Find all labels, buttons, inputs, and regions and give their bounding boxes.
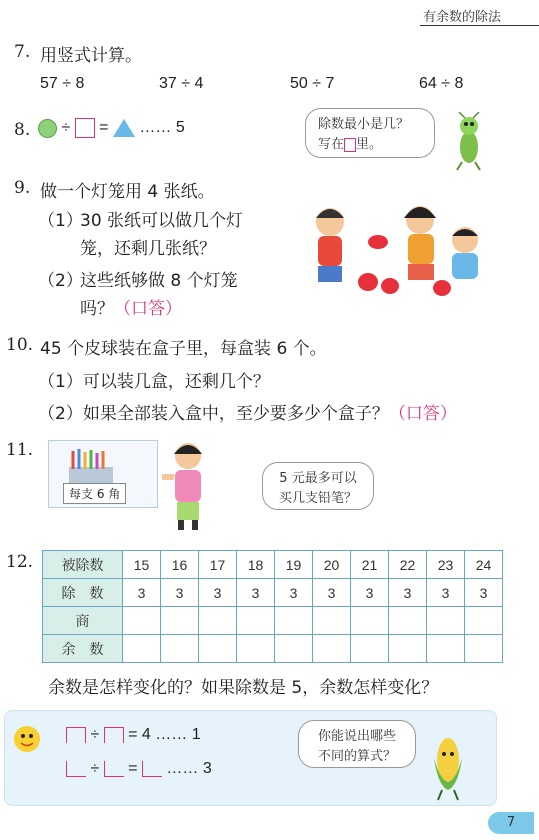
remainder-input-cell[interactable] (123, 635, 161, 663)
header-divider (420, 25, 539, 26)
quotient-input-cell[interactable] (123, 607, 161, 635)
blank-box[interactable] (142, 761, 162, 777)
quotient-input-cell[interactable] (427, 607, 465, 635)
price-tag: 每支 6 角 (63, 483, 126, 504)
remainder-input-cell[interactable] (199, 635, 237, 663)
table-cell: 24 (465, 551, 503, 579)
table-cell: 22 (389, 551, 427, 579)
dividend-header: 被除数 (43, 551, 123, 579)
blank-box[interactable] (104, 761, 124, 777)
q11-bubble-line2: 买几支铅笔？ (278, 491, 357, 506)
page-number: 7 (488, 812, 534, 834)
triangle-shape-icon (113, 119, 135, 137)
q9-sub2-line2: 吗？ (80, 299, 114, 319)
small-square-icon (344, 138, 356, 152)
q8-equation (38, 118, 185, 138)
panel-bubble-line1: 你能说出哪些 (317, 729, 396, 744)
q11-number: 11. (6, 440, 34, 460)
table-cell: 15 (123, 551, 161, 579)
quotient-input-cell[interactable] (313, 607, 351, 635)
q9-statement: 做一个灯笼用 4 张纸。 (40, 182, 215, 202)
circle-shape-icon (38, 119, 57, 138)
quotient-input-cell[interactable] (199, 607, 237, 635)
q7-item-3: 50 ÷ 7 (290, 75, 335, 92)
table-cell: 3 (427, 579, 465, 607)
panel-eq2-eq: = (128, 760, 138, 777)
q7-item-4: 64 ÷ 8 (419, 75, 464, 92)
table-cell: 21 (351, 551, 389, 579)
sun-character-icon (10, 722, 44, 760)
q10-sub1: （1）可以装几盒，还剩几个？ (38, 372, 270, 392)
remainder-input-cell[interactable] (161, 635, 199, 663)
q12-number: 12. (6, 552, 34, 572)
table-cell: 3 (161, 579, 199, 607)
quotient-header: 商 (43, 607, 123, 635)
corn-character-icon (428, 730, 468, 806)
q9-sub1-label: （1） (38, 211, 83, 231)
table-cell: 3 (199, 579, 237, 607)
children-making-lanterns-illustration (300, 192, 500, 306)
panel-bubble-line2: 不同的算式？ (317, 749, 396, 764)
panel-eq2-remainder: …… 3 (166, 760, 212, 777)
q8-div-sign: ÷ (61, 119, 71, 137)
q8-number: 8. (14, 120, 31, 140)
remainder-input-cell[interactable] (275, 635, 313, 663)
q9-sub1-line1: 30 张纸可以做几个灯 (80, 211, 244, 231)
table-cell: 3 (237, 579, 275, 607)
blank-box[interactable] (66, 761, 86, 777)
remainder-input-cell[interactable] (237, 635, 275, 663)
panel-eq1-result: = 4 …… 1 (128, 726, 201, 743)
q7-item-1: 57 ÷ 8 (40, 75, 85, 92)
q11-question-bubble (262, 462, 374, 510)
page-header-title: 有余数的除法 (422, 10, 501, 25)
q11-bubble-line1: 5 元最多可以 (279, 471, 357, 486)
table-cell: 20 (313, 551, 351, 579)
table-cell: 3 (465, 579, 503, 607)
remainder-input-cell[interactable] (465, 635, 503, 663)
q9-sub2-label: （2） (38, 271, 83, 291)
quotient-input-cell[interactable] (161, 607, 199, 635)
q10-oral-tag: （口答） (388, 404, 457, 424)
q7-instruction: 用竖式计算。 (40, 46, 142, 66)
panel-hint-bubble (298, 720, 416, 768)
q8-bubble-line2a: 写在 (318, 137, 345, 152)
table-row-dividend (43, 551, 503, 579)
table-cell: 17 (199, 551, 237, 579)
remainder-header: 余 数 (43, 635, 123, 663)
q12-question: 余数是怎样变化的？如果除数是 5，余数怎样变化？ (48, 678, 439, 698)
q9-sub1-line2: 笼，还剩几张纸？ (80, 239, 216, 259)
q7-number: 7. (14, 42, 31, 62)
quotient-input-cell[interactable] (389, 607, 427, 635)
q9-sub2-line1: 这些纸够做 8 个灯笼 (80, 271, 238, 291)
q8-hint-bubble (305, 108, 435, 158)
panel-equation-2 (66, 760, 212, 778)
panel-equation-1 (66, 726, 201, 744)
girl-character-icon (160, 440, 216, 536)
pencil-box-illustration (48, 440, 158, 508)
panel-eq2-div: ÷ (90, 760, 100, 777)
remainder-input-cell[interactable] (351, 635, 389, 663)
table-cell: 16 (161, 551, 199, 579)
q10-sub2: （2）如果全部装入盒中，至少要多少个盒子？ (38, 404, 389, 424)
q8-eq-sign: = (99, 119, 109, 137)
table-row-remainder (43, 635, 503, 663)
remainder-input-cell[interactable] (389, 635, 427, 663)
q8-remainder: …… 5 (139, 119, 185, 137)
table-cell: 3 (313, 579, 351, 607)
challenge-panel (4, 710, 497, 806)
q9-oral-tag: （口答） (114, 299, 182, 319)
blank-box[interactable] (104, 727, 124, 743)
panel-eq1-div: ÷ (90, 726, 100, 743)
table-cell: 3 (123, 579, 161, 607)
table-row-divisor (43, 579, 503, 607)
q7-item-2: 37 ÷ 4 (159, 75, 204, 92)
table-cell: 3 (389, 579, 427, 607)
q8-bubble-line1: 除数最小是几？ (318, 117, 410, 132)
square-shape-icon (75, 118, 95, 138)
table-cell: 3 (351, 579, 389, 607)
blank-box[interactable] (66, 727, 86, 743)
division-table (42, 550, 503, 663)
q8-bubble-line2b: 里。 (356, 137, 383, 152)
table-cell: 19 (275, 551, 313, 579)
q10-number: 10. (6, 335, 34, 355)
table-cell: 3 (275, 579, 313, 607)
divisor-header: 除 数 (43, 579, 123, 607)
table-cell: 18 (237, 551, 275, 579)
q9-number: 9. (14, 178, 31, 198)
remainder-input-cell[interactable] (313, 635, 351, 663)
quotient-input-cell[interactable] (351, 607, 389, 635)
table-cell: 23 (427, 551, 465, 579)
quotient-input-cell[interactable] (465, 607, 503, 635)
table-row-quotient (43, 607, 503, 635)
q10-statement: 45 个皮球装在盒子里，每盒装 6 个。 (40, 339, 327, 359)
quotient-input-cell[interactable] (237, 607, 275, 635)
grasshopper-character-icon (445, 112, 490, 176)
remainder-input-cell[interactable] (427, 635, 465, 663)
quotient-input-cell[interactable] (275, 607, 313, 635)
